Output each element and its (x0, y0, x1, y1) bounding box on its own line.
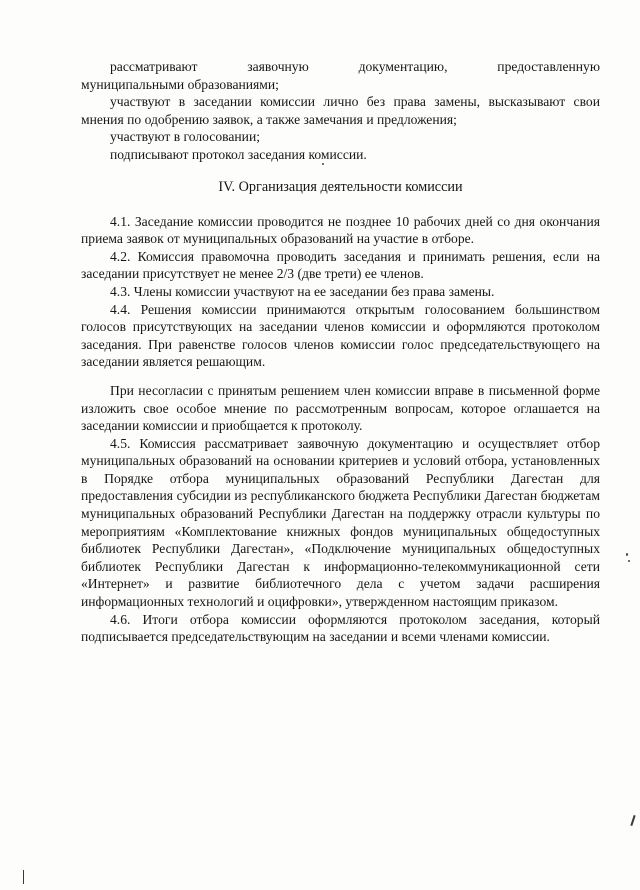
scan-speck (628, 560, 630, 562)
paragraph-4-5: 4.5. Комиссия рассматривает заявочную документацию и осуществляет отбор муниципальных образований на основании критериев и условий отбора, установленных в Порядке отбора муниципальных образований Республики Дагестан для предоставления субсидии из республиканского бюджета Республики Дагестан бюджетам муниципальных образований Республики Дагестан на поддержку отрасли культуры по мероприятиям «Комплектование книжных фондов муниципальных общедоступных библиотек Республики Дагестан», «Подключение муниципальных общедоступных библиотек Республики Дагестан к информационно-телекоммуникационной сети «Интернет» и развитие библиотечного дела с учетом задачи расширения информационных технологий и оцифровки», утвержденном настоящим приказом. (81, 435, 600, 610)
intro-line-1: рассматривают заявочную документацию, предоставленную (110, 59, 600, 74)
intro-line-1-continuation: муниципальными образованиями; (81, 76, 279, 92)
paragraph-dissent: При несогласии с принятым решением член комиссии вправе в письменной форме изложить свое особое мнение по рассмотренным вопросам, которое оглашается на заседании комиссии и приобщается к протоколу. (81, 382, 600, 434)
document-body (81, 58, 600, 646)
intro-paragraph-2: участвуют в заседании комиссии лично без права замены, высказывают свои мнения по одобрению заявок, а также замечания и предложения; (81, 94, 600, 127)
paragraph-4-4: 4.4. Решения комиссии принимаются открытым голосованием большинством голосов присутствующих на заседании членов комиссии и оформляются протоколом заседания. При равенстве голосов членов комиссии голос председательствующего на заседании является решающим. (81, 301, 600, 370)
section-heading: IV. Организация деятельности комиссии (218, 178, 463, 195)
scan-speck (626, 553, 628, 556)
intro-paragraph-4: подписывают протокол заседания комиссии. (110, 146, 367, 162)
paragraph-4-6: 4.6. Итоги отбора комиссии оформляются протоколом заседания, который подписывается председательствующим на заседании и всеми членами комиссии. (81, 611, 600, 645)
spacer (81, 371, 600, 382)
paragraph-4-2: 4.2. Комиссия правомочна проводить заседания и принимать решения, если на заседании присутствует не менее 2/3 (две трети) ее членов. (81, 248, 600, 282)
intro-paragraph-3: участвуют в голосовании; (110, 129, 261, 145)
paragraph-4-1: 4.1. Заседание комиссии проводится не позднее 10 рабочих дней со дня окончания приема заявок от муниципальных образований на участие в отборе. (81, 213, 600, 247)
paragraph-4-3: 4.3. Члены комиссии участвуют на ее заседании без права замены. (110, 283, 495, 299)
scan-edge-mark (630, 815, 635, 826)
scan-edge-mark (23, 870, 24, 884)
scan-speck (322, 163, 324, 165)
